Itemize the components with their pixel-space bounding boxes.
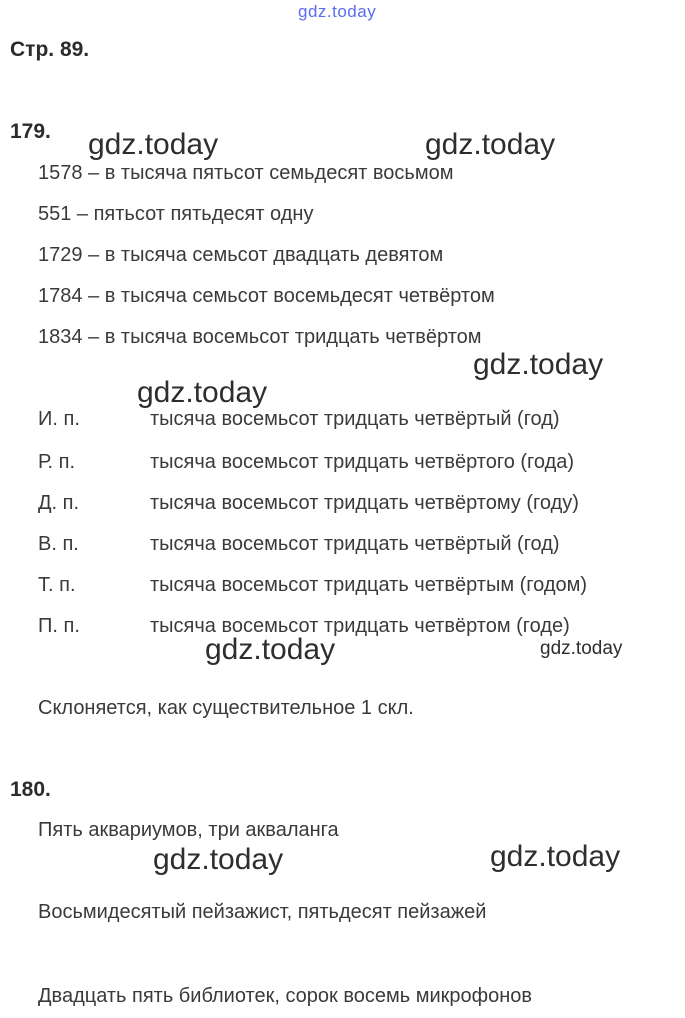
watermark: gdz.today: [88, 128, 219, 161]
page-label: Стр. 89.: [10, 38, 90, 61]
watermark-top: gdz.today: [298, 2, 377, 21]
task-180-line-2: Восьмидесятый пейзажист, пятьдесят пейзажей: [38, 901, 487, 923]
watermark: gdz.today: [473, 348, 604, 381]
case-form-accusative: тысяча восемьсот тридцать четвёртый (год): [150, 533, 560, 555]
task-179-line-4: 1784 – в тысяча семьсот восемьдесят четвёртом: [38, 285, 495, 307]
case-abbr-dative: Д. п.: [38, 492, 80, 514]
case-abbr-nominative: И. п.: [38, 408, 80, 430]
task-179-note: Склоняется, как существительное 1 скл.: [38, 697, 414, 719]
case-form-prepositional: тысяча восемьсот тридцать четвёртом (годе): [150, 615, 570, 637]
task-179-number: 179.: [10, 120, 51, 143]
task-179-line-3: 1729 – в тысяча семьсот двадцать девятом: [38, 244, 444, 266]
task-179-line-5: 1834 – в тысяча восемьсот тридцать четвёртом: [38, 326, 482, 348]
watermark: gdz.today: [153, 843, 284, 876]
watermark: gdz.today: [425, 128, 556, 161]
task-179-line-2: 551 – пятьсот пятьдесят одну: [38, 203, 314, 225]
task-180-number: 180.: [10, 778, 51, 801]
watermark: gdz.today: [205, 633, 336, 666]
case-form-nominative: тысяча восемьсот тридцать четвёртый (год): [150, 408, 560, 430]
watermark: gdz.today: [490, 840, 621, 873]
case-form-instrumental: тысяча восемьсот тридцать четвёртым (годом): [150, 574, 588, 596]
case-abbr-instrumental: Т. п.: [38, 574, 76, 596]
task-180-line-1: Пять аквариумов, три акваланга: [38, 819, 339, 841]
task-180-line-3: Двадцать пять библиотек, сорок восемь микрофонов: [38, 985, 533, 1007]
case-form-genitive: тысяча восемьсот тридцать четвёртого (года): [150, 451, 575, 473]
watermark-small: gdz.today: [540, 638, 623, 659]
case-abbr-accusative: В. п.: [38, 533, 79, 555]
case-abbr-genitive: Р. п.: [38, 451, 76, 473]
task-179-line-1: 1578 – в тысяча пятьсот семьдесят восьмом: [38, 162, 454, 184]
case-form-dative: тысяча восемьсот тридцать четвёртому (году): [150, 492, 579, 514]
watermark: gdz.today: [137, 376, 268, 409]
case-abbr-prepositional: П. п.: [38, 615, 80, 637]
